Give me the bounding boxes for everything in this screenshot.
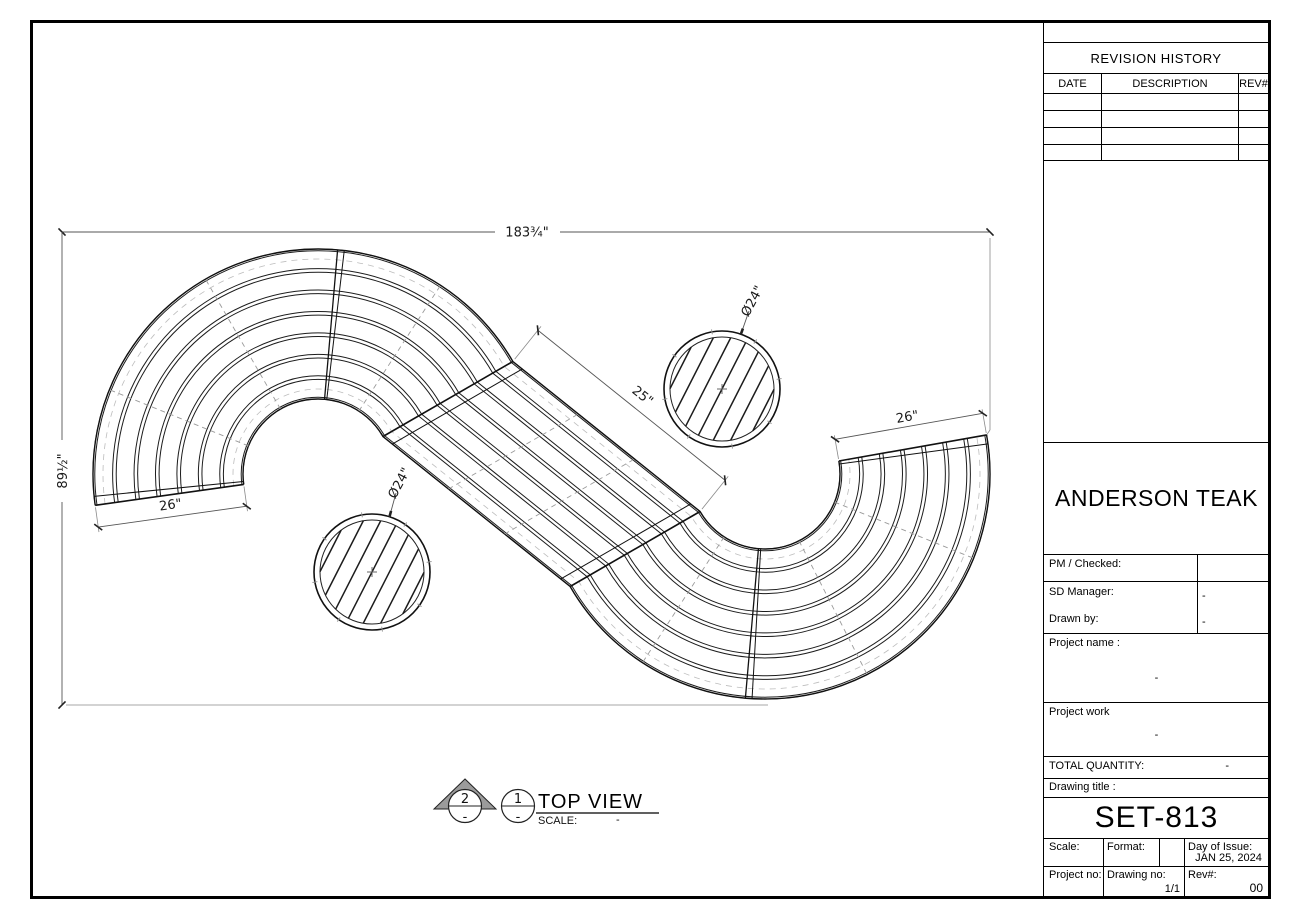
drawn-by-label: Drawn by:	[1049, 613, 1099, 625]
revision-history-header	[1044, 73, 1268, 93]
title-block	[1043, 20, 1269, 897]
project-work-label: Project work	[1049, 706, 1110, 718]
total-quantity-row	[1044, 756, 1269, 778]
scale-label: Scale:	[1049, 841, 1080, 853]
view-marker-1-sheet: -	[515, 810, 521, 825]
drawing-title-label: Drawing title :	[1049, 781, 1116, 793]
drawn-by-value: -	[1202, 616, 1206, 628]
dim-bench-width-right-label: 26"	[894, 408, 920, 427]
drawing-no-value: 1/1	[1164, 883, 1180, 895]
drawing-title-row	[1044, 778, 1269, 797]
signoff-column-divider	[1197, 555, 1198, 633]
sd-manager-label: SD Manager:	[1049, 586, 1114, 598]
scale-format-issue-row	[1044, 838, 1269, 866]
pm-checked-label: PM / Checked:	[1049, 558, 1122, 570]
rev-number-value: 00	[1249, 881, 1263, 895]
dim-straight-bench-label: 25"	[628, 383, 656, 410]
round-tables-geometry	[312, 329, 781, 631]
total-quantity-value: -	[1225, 760, 1229, 772]
drawing-no-label: Drawing no:	[1107, 869, 1166, 881]
view-marker-2-number: 2	[460, 792, 470, 807]
pm-checked-row	[1044, 555, 1269, 581]
project-work-row	[1044, 702, 1269, 756]
view-marker-1-number: 1	[513, 792, 523, 807]
revision-history-table	[1043, 42, 1269, 161]
sd-drawn-row	[1044, 581, 1269, 633]
project-no-label: Project no:	[1049, 869, 1102, 881]
revision-history-title: REVISION HISTORY	[1090, 50, 1222, 66]
numbers-row	[1044, 866, 1269, 897]
dim-overall-depth-label: 89½"	[56, 453, 71, 489]
dim-table-diameter-upper-label: Ø24"	[738, 283, 768, 320]
total-quantity-label: TOTAL QUANTITY:	[1049, 760, 1145, 772]
day-of-issue-value: JAN 25, 2024	[1195, 852, 1262, 864]
dim-bench-width-left-label: 26"	[158, 496, 183, 515]
sd-manager-value: -	[1202, 590, 1206, 602]
dim-table-diameter-lower-label: Ø24"	[385, 465, 415, 502]
revision-col-rev: REV#	[1238, 74, 1268, 93]
revision-row-empty	[1044, 110, 1268, 127]
view-scale-value: -	[616, 814, 620, 826]
dim-overall-width-label: 183¾"	[505, 225, 549, 241]
view-scale-label: SCALE:	[538, 815, 578, 827]
s-bench-geometry	[93, 249, 990, 699]
day-of-issue-label: Day of Issue:	[1188, 841, 1253, 853]
view-title: TOP VIEW	[538, 791, 644, 813]
project-name-value: -	[1154, 672, 1159, 684]
revision-row-empty	[1044, 144, 1268, 161]
revision-row-empty	[1044, 93, 1268, 110]
revision-col-description: DESCRIPTION	[1101, 74, 1238, 93]
format-label: Format:	[1107, 841, 1145, 853]
project-name-row	[1044, 633, 1269, 702]
brand-name: ANDERSON TEAK	[1044, 442, 1269, 555]
revision-col-date: DATE	[1058, 77, 1087, 90]
view-marker-2-sheet: -	[462, 810, 468, 825]
project-work-value: -	[1154, 729, 1159, 741]
extension-lines	[66, 238, 990, 705]
drawing-number: SET-813	[1044, 797, 1269, 838]
project-name-label: Project name :	[1049, 637, 1120, 649]
revision-row-empty	[1044, 127, 1268, 144]
rev-number-label: Rev#:	[1188, 869, 1217, 881]
